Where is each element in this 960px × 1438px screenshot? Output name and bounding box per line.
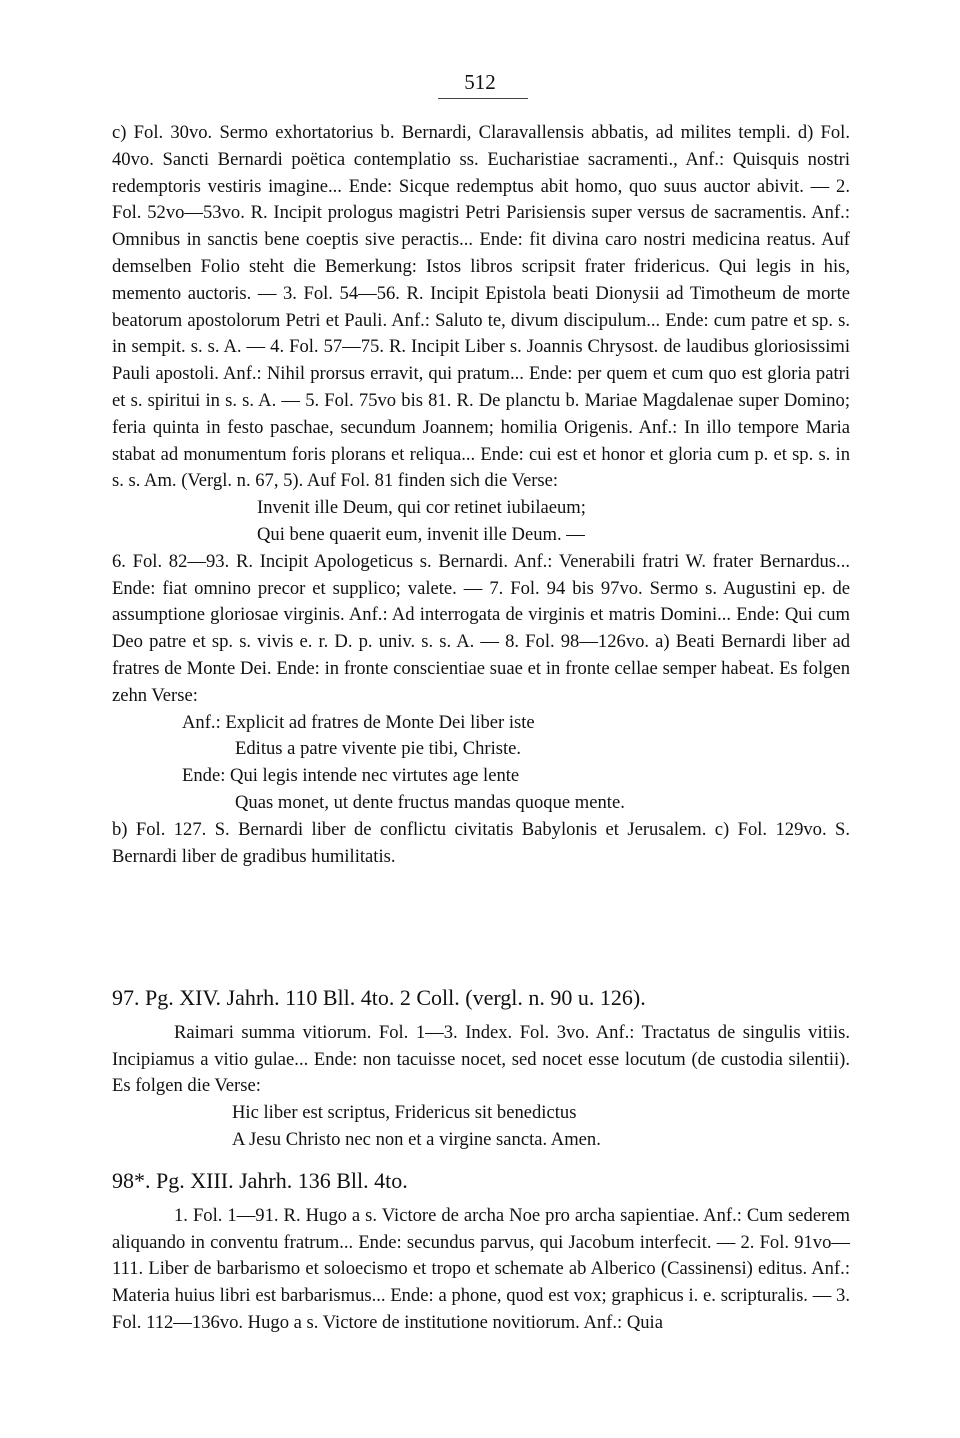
entry-98	[112, 1168, 850, 1337]
page-number: 512	[464, 70, 496, 94]
verse-line: Invenit ille Deum, qui cor retinet iubilaeum;	[257, 497, 586, 519]
verse-line: Editus a patre vivente pie tibi, Christe.	[235, 738, 522, 760]
page-number-rule	[438, 98, 528, 99]
entry-96-continuation	[112, 120, 850, 870]
verse-line: Anf.: Explicit ad fratres de Monte Dei liber iste	[182, 711, 535, 733]
verse-line: Ende: Qui legis intende nec virtutes age lente	[182, 765, 520, 787]
verse-line: Qui bene quaerit eum, invenit ille Deum. —	[257, 523, 585, 545]
paragraph: 1. Fol. 1—91. R. Hugo a s. Victore de archa Noe pro archa sapientiae. Anf.: Cum sederem aliquando in conventu fratrum... Ende: secundus parvus, qui Jacobum interfecit. — 2. Fol. 91vo—111. Liber de barbarismo et soloecismo et tropo et schemate ab Alberico (Cassinensi) editus. Anf.: Materia huius libri est barbarismus... Ende: a phone, quod est vox; graphicus i. e. scripturalis. — 3. Fol. 112—136vo. Hugo a s. Victore de institutione novitiorum. Anf.: Quia	[112, 1204, 850, 1333]
paragraph: Raimari summa vitiorum. Fol. 1—3. Index. Fol. 3vo. Anf.: Tractatus de singulis vitiis. Incipiamus a vitio gulae... Ende: non tacuisse nocet, sed nocet esse locutum (de custodia silentii). Es folgen die Verse:	[112, 1021, 850, 1097]
verse-line: Quas monet, ut dente fructus mandas quoque mente.	[235, 791, 625, 813]
paragraph: b) Fol. 127. S. Bernardi liber de conflictu civitatis Babylonis et Jerusalem. c) Fol. 129vo. S. Bernardi liber de gradibus humilitatis.	[112, 818, 850, 867]
entry-heading: 97. Pg. XIV. Jahrh. 110 Bll. 4to. 2 Coll. (vergl. n. 90 u. 126).	[112, 985, 646, 1010]
entry-heading: 98*. Pg. XIII. Jahrh. 136 Bll. 4to.	[112, 1168, 408, 1193]
verse-line: Hic liber est scriptus, Fridericus sit benedictus	[232, 1102, 577, 1124]
entry-97	[112, 985, 850, 1154]
verse-line: A Jesu Christo nec non et a virgine sancta. Amen.	[232, 1128, 601, 1150]
paragraph: c) Fol. 30vo. Sermo exhortatorius b. Bernardi, Claravallensis abbatis, ad milites templi. d) Fol. 40vo. Sancti Bernardi poëtica contemplatio ss. Eucharistiae sacramenti., Anf.: Quisquis nostri redemptoris vestiris imagine... Ende: Sicque redemptus abit homo, quo suus auctor abivit. — 2. Fol. 52vo—53vo. R. Incipit prologus magistri Petri Parisiensis super versus de sacramentis. Anf.: Omnibus in sanctis bene coeptis sive peractis... Ende: fit divina caro nostri medicina reatus. Auf demselben Folio steht die Bemerkung: Istos libros scripsit frater fridericus. Qui legis in his, memento auctoris. — 3. Fol. 54—56. R. Incipit Epistola beati Dionysii ad Timotheum de morte beatorum apostolorum Petri et Pauli. Anf.: Saluto te, divum discipulum... Ende: cum patre et sp. s. in sempit. s. s. A. — 4. Fol. 57—75. R. Incipit Liber s. Joannis Chrysost. de laudibus gloriosissimi Pauli apostoli. Anf.: Nihil prorsus erravit, qui pratum... Ende: per quem et cum quo est gloria patri et s. spiritui in s. s. A. — 5. Fol. 75vo bis 81. R. De planctu b. Mariae Magdalenae super Domino; feria quinta in festo paschae, secundum Joannem; homilia Origenis. Anf.: In illo tempore Maria stabat ad monumentum foris plorans et reliqua... Ende: cui est et honor et gloria cum p. et sp. s. in s. s. Am. (Vergl. n. 67, 5). Auf Fol. 81 finden sich die Verse:	[112, 122, 850, 492]
paragraph: 6. Fol. 82—93. R. Incipit Apologeticus s. Bernardi. Anf.: Venerabili fratri W. frater Bernardus... Ende: fiat omnino precor et supplico; valete. — 7. Fol. 94 bis 97vo. Sermo s. Augustini ep. de assumptione gloriosae virginis. Anf.: Ad interrogata de virginis et matris Domini... Ende: Qui cum Deo patre et sp. s. vivis e. r. D. p. univ. s. s. A. — 8. Fol. 98—126vo. a) Beati Bernardi liber ad fratres de Monte Dei. Ende: in fronte conscientiae suae et in fronte cellae semper habeat. Es folgen zehn Verse:	[112, 550, 850, 706]
